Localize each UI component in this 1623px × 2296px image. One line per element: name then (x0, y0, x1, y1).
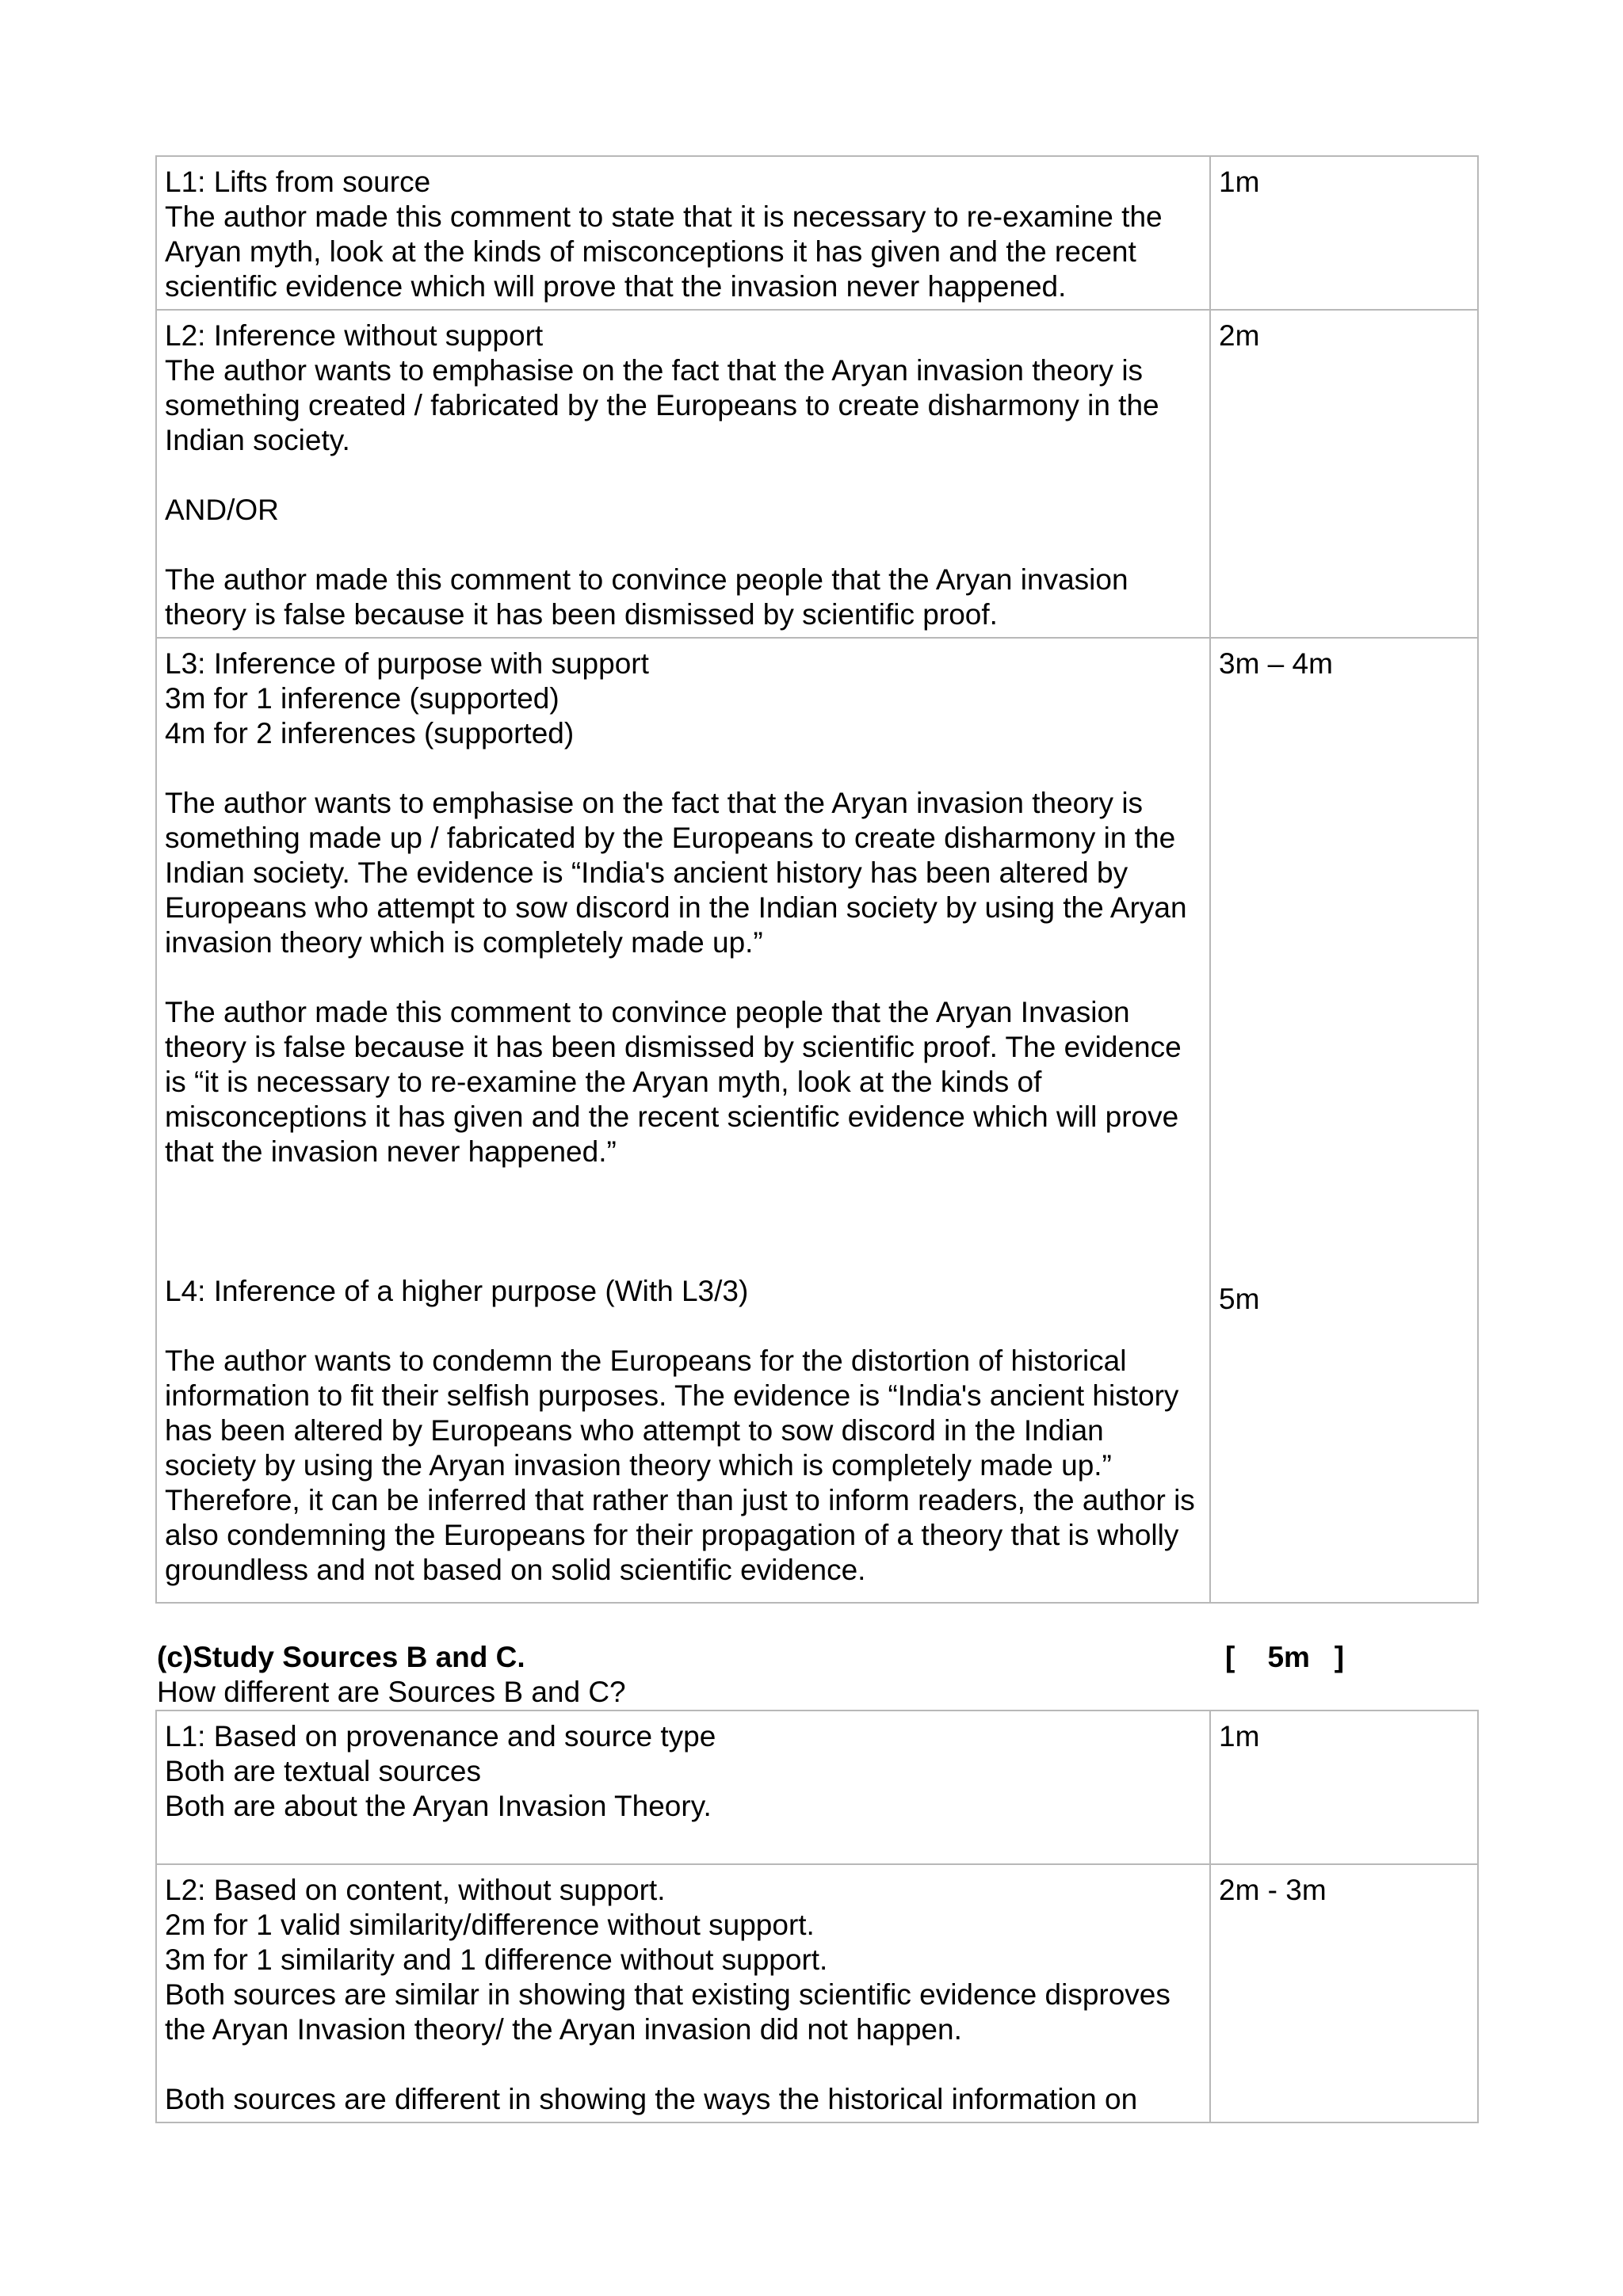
answer-text: The author made this comment to convince people that the Aryan invasion theory is false because it has been dismissed by scientific proof. (165, 563, 1128, 631)
answer-text: The author wants to emphasise on the fact that the Aryan invasion theory is something made up / fabricated by the Europeans to create disharmony in the Indian society. The evidence is “India's ancient history has been altered by Europeans who attempt to sow discord in the Indian society by using the Aryan invasion theory which is completely made up.” (165, 787, 1187, 959)
mark-cell (1210, 638, 1478, 1603)
question-marks: [ 5m ] (1225, 1641, 1345, 1673)
level-heading: L2: Inference without support (165, 319, 544, 352)
mark-rule: 3m for 1 similarity and 1 difference without support. (165, 1943, 828, 1976)
spacer (165, 1309, 1201, 1344)
mark-cell (1210, 1864, 1478, 2122)
table-row-l1 (156, 1711, 1478, 1864)
mark-value-l4: 5m (1219, 1283, 1260, 1315)
mark-value: 2m (1219, 319, 1260, 352)
mark-cell (1210, 1711, 1478, 1864)
mark-cell (1210, 310, 1478, 638)
level-heading: L4: Inference of a higher purpose (With L3/3) (165, 1275, 749, 1307)
question-subtitle: How different are Sources B and C? (157, 1676, 626, 1708)
table-row-l2 (156, 1864, 1478, 2122)
mark-value: 3m – 4m (1219, 647, 1333, 680)
mark-cell (1210, 156, 1478, 310)
criteria-cell (156, 1711, 1210, 1864)
answer-text: Both sources are different in showing the ways the historical information on (165, 2083, 1138, 2115)
connector-text: AND/OR (165, 494, 279, 526)
level-heading: L2: Based on content, without support. (165, 1874, 666, 1906)
mark-value: 1m (1219, 166, 1260, 198)
criteria-cell (156, 1864, 1210, 2122)
mark-rule: 2m for 1 valid similarity/difference without support. (165, 1909, 815, 1941)
mark-value: 2m - 3m (1219, 1874, 1327, 1906)
spacer (165, 1169, 1201, 1204)
level-heading: L1: Lifts from source (165, 166, 431, 198)
level-heading: L1: Based on provenance and source type (165, 1720, 716, 1753)
answer-text: The author made this comment to convince people that the Aryan Invasion theory is false because it has been dismissed by scientific proof. The evidence is “it is necessary to re-examine the Aryan myth, look at the kinds of misconceptions it has given and the recent scientific evidence which will prove that the invasion never happened.” (165, 996, 1182, 1168)
spacer (165, 1204, 1201, 1239)
spacer (165, 1239, 1201, 1274)
mark-rule: 3m for 1 inference (supported) (165, 682, 559, 715)
spacer (165, 528, 1201, 563)
spacer (165, 458, 1201, 493)
table-row-l1 (156, 156, 1478, 310)
table-row-l2 (156, 310, 1478, 638)
answer-text: Both are textual sources (165, 1755, 481, 1787)
criteria-cell (156, 156, 1210, 310)
criteria-cell (156, 638, 1210, 1603)
marking-table-1 (155, 155, 1479, 1604)
spacer (165, 2047, 1201, 2082)
question-title: (c)Study Sources B and C. (157, 1641, 525, 1673)
answer-text: The author wants to condemn the Europeans for the distortion of historical information to fit their selfish purposes. The evidence is “India's ancient history has been altered by Europeans who attempt to sow discord in the Indian society by using the Aryan invasion theory which is completely made up.” Therefore, it can be inferred that rather than just to inform readers, the author is also condemning the Europeans for their propagation of a theory that is wholly groundless and not based on solid scientific evidence. (165, 1344, 1195, 1586)
spacer (165, 960, 1201, 995)
spacer (165, 751, 1201, 786)
marking-table-2 (155, 1710, 1479, 2123)
answer-text: Both are about the Aryan Invasion Theory. (165, 1790, 712, 1822)
answer-text: Both sources are similar in showing that existing scientific evidence disproves the Aryan Invasion theory/ the Aryan invasion did not happen. (165, 1978, 1170, 2046)
criteria-cell (156, 310, 1210, 638)
answer-text: The author wants to emphasise on the fact that the Aryan invasion theory is something created / fabricated by the Europeans to create disharmony in the Indian society. (165, 354, 1159, 456)
mark-rule: 4m for 2 inferences (supported) (165, 717, 575, 749)
level-heading: L3: Inference of purpose with support (165, 647, 649, 680)
mark-value: 1m (1219, 1720, 1260, 1753)
table-row-l3-l4 (156, 638, 1478, 1603)
answer-text: The author made this comment to state that it is necessary to re-examine the Aryan myth, look at the kinds of misconceptions it has given and the recent scientific evidence which will prove that the invasion never happened. (165, 200, 1163, 303)
